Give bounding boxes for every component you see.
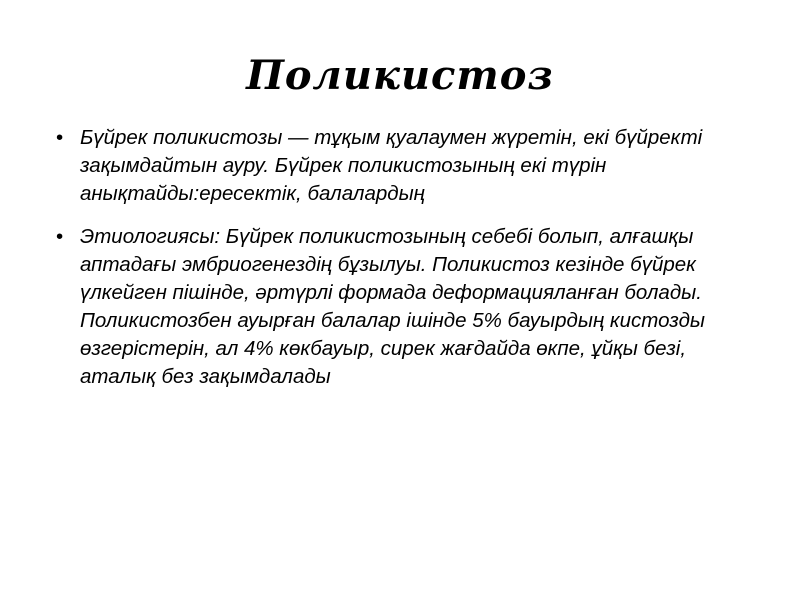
bullet-list <box>48 124 738 391</box>
bullet-icon: • <box>56 126 64 149</box>
bullet-item-etiology <box>48 223 738 391</box>
bullet-icon: • <box>56 225 64 248</box>
bullet-text-etiology: Этиологиясы: Бүйрек поликистозының себебі болып, алғашқы аптадағы эмбриогенездің бұзылуы. Поликистоз кезінде бүйрек үлкейген пішінде, әртүрлі формада деформацияланған болады. Поликистозбен ауырған балалар ішінде 5% бауырдың кистозды өзгерістерін, ал 4% көкбауыр, сирек жағдайда өкпе, ұйқы безі, аталық без зақымдалады <box>80 225 705 388</box>
bullet-text-definition: Бүйрек поликистозы — тұқым қуалаумен жүретін, екі бүйректі зақымдайтын ауру. Бүйрек поликистозының екі түрін анықтайды:ересектік, балалардың <box>80 126 703 205</box>
bullet-item-definition <box>48 124 738 208</box>
slide-title: Поликистоз <box>246 52 554 99</box>
